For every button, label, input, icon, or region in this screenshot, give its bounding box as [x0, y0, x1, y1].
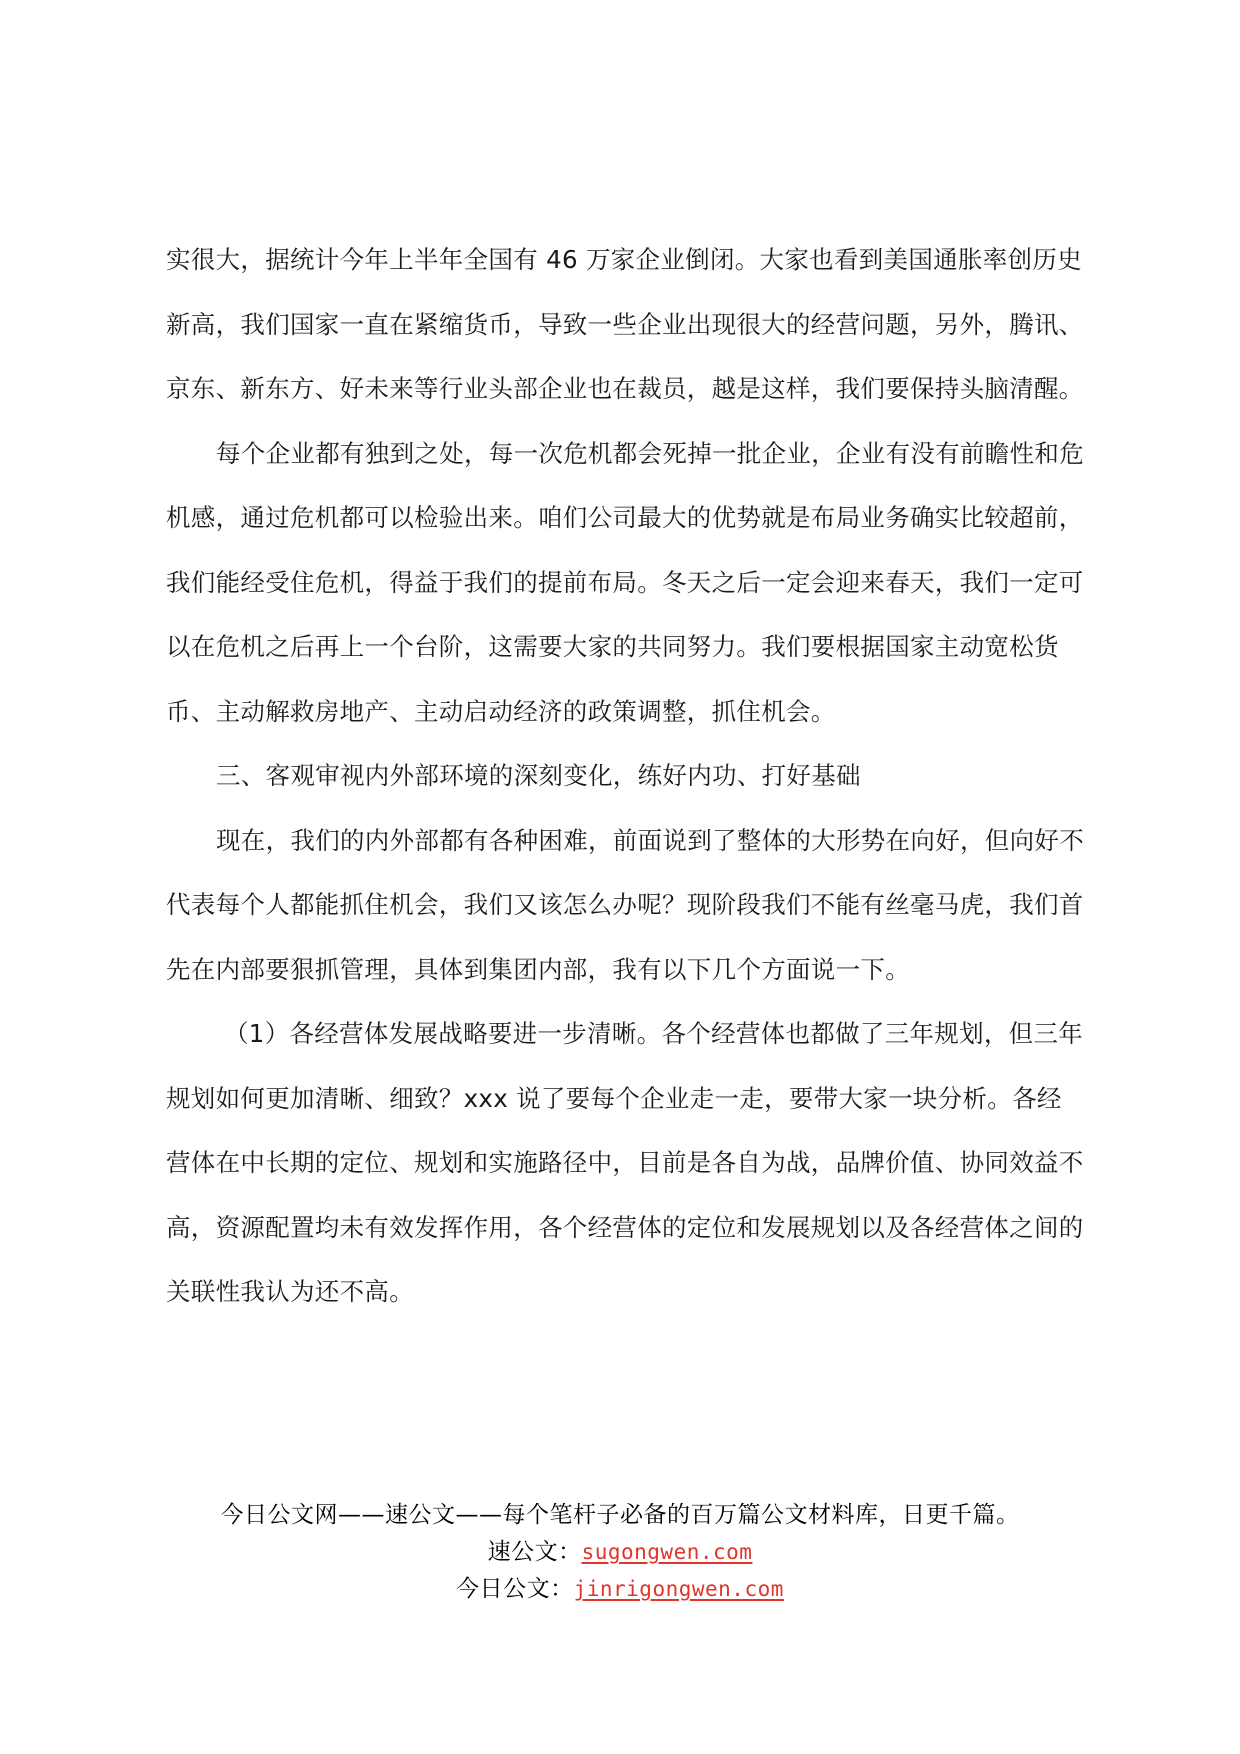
sugongwen-link[interactable]: sugongwen.com — [581, 1540, 753, 1564]
jinrigongwen-link[interactable]: jinrigongwen.com — [573, 1577, 784, 1601]
footer-link-row-sugongwen — [0, 1534, 1240, 1571]
footer-link1-label: 速公文： — [487, 1539, 582, 1565]
paragraph-continuation: 实很大，据统计今年上半年全国有 46 万家企业倒闭。大家也看到美国通胀率创历史新高，我们国家一直在紧缩货币，导致一些企业出现很大的经营问题，另外，腾讯、京东、新东方、好未来等行业头部企业也在裁员，越是这样，我们要保持头脑清醒。 — [166, 245, 1084, 403]
footer-tagline: 今日公文网——速公文——每个笔杆子必备的百万篇公文材料库，日更千篇。 — [220, 1502, 1020, 1528]
document-body — [166, 228, 1086, 1325]
footer-link2-label: 今日公文： — [456, 1576, 574, 1602]
section-heading-three: 三、客观审视内外部环境的深刻变化，练好内功、打好基础 — [216, 761, 861, 790]
paragraph-difficulties: 现在，我们的内外部都有各种困难，前面说到了整体的大形势在向好，但向好不代表每个人都能抓住机会，我们又该怎么办呢？现阶段我们不能有丝毫马虎，我们首先在内部要狠抓管理，具体到集团内部，我有以下几个方面说一下。 — [166, 825, 1084, 984]
footer — [0, 1497, 1240, 1608]
paragraph-item-one: （1）各经营体发展战略要进一步清晰。各个经营体也都做了三年规划，但三年规划如何更加清晰、细致？xxx 说了要每个企业走一走，要带大家一块分析。各经营体在中长期的定位、规划和实施路径中，目前是各自为战，品牌价值、协同效益不高，资源配置均未有效发挥作用，各个经营体的定位和发展规划以及各经营体之间的关联性我认为还不高。 — [166, 1019, 1084, 1306]
footer-link-row-jinrigongwen — [0, 1571, 1240, 1608]
paragraph-crisis: 每个企业都有独到之处，每一次危机都会死掉一批企业，企业有没有前瞻性和危机感，通过危机都可以检验出来。咱们公司最大的优势就是布局业务确实比较超前，我们能经受住危机，得益于我们的提前布局。冬天之后一定会迎来春天，我们一定可以在危机之后再上一个台阶，这需要大家的共同努力。我们要根据国家主动宽松货币、主动解救房地产、主动启动经济的政策调整，抓住机会。 — [166, 438, 1084, 726]
